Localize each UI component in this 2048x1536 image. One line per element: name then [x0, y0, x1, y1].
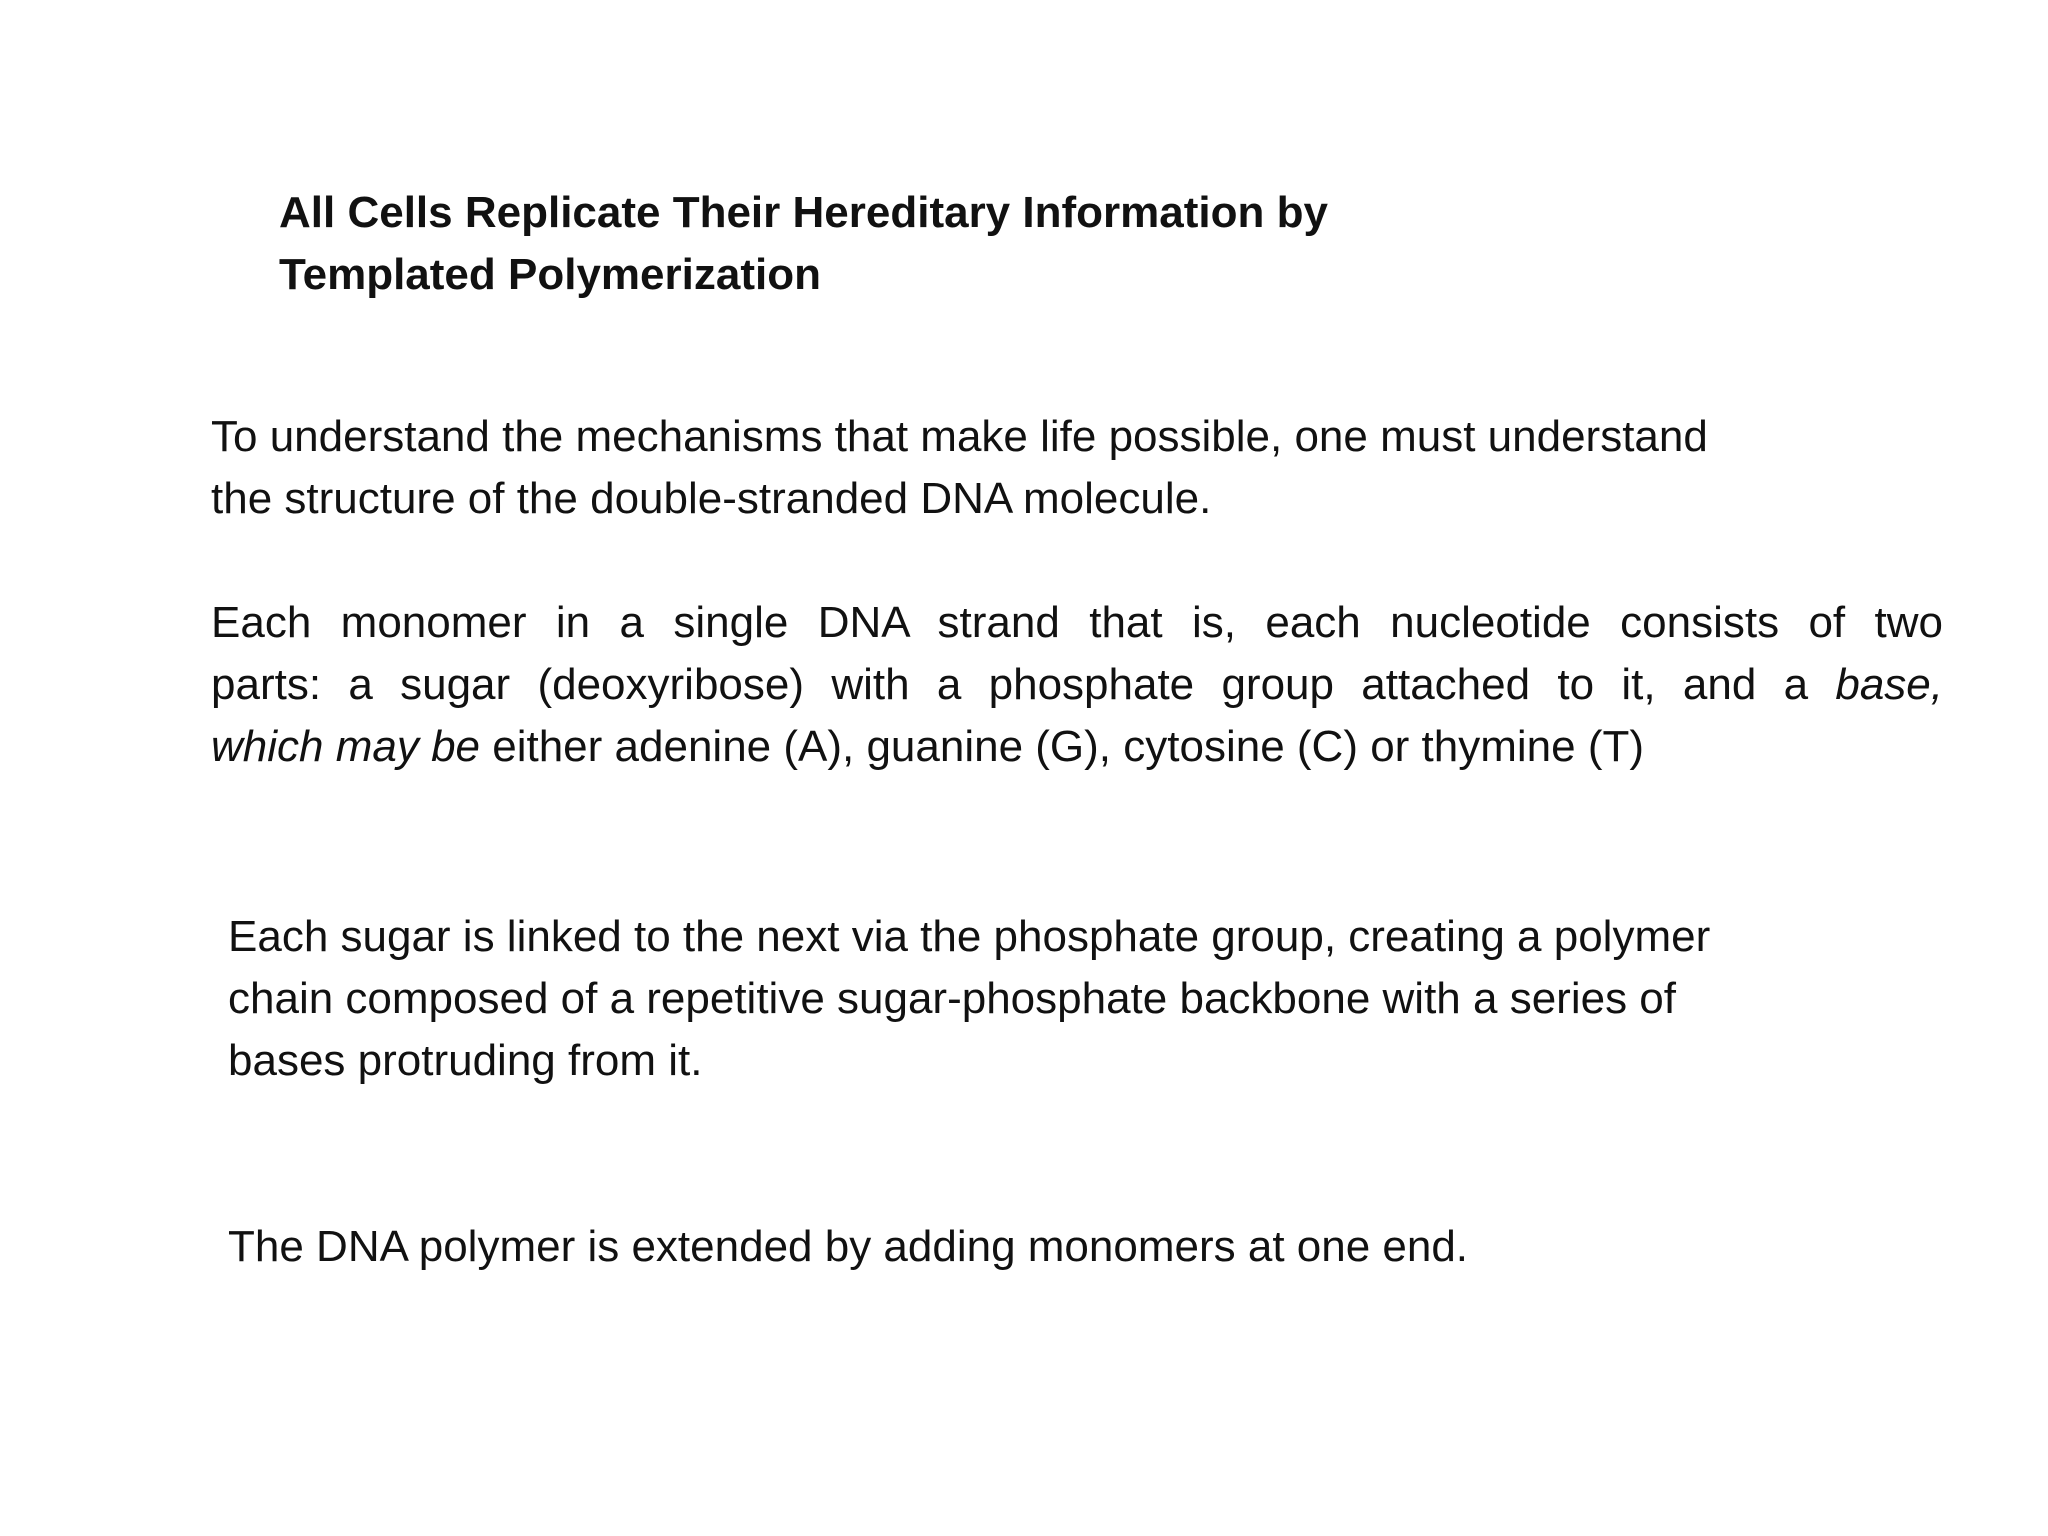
paragraph-backbone: [228, 906, 1948, 1092]
paragraph-line: Each monomer in a single DNA strand that is, each nucleotide consists of two: [211, 598, 1943, 647]
paragraph-line: [211, 654, 1943, 716]
paragraph-italic-text: which may be: [211, 722, 481, 771]
slide-title-line: All Cells Replicate Their Hereditary Information by: [279, 188, 1328, 237]
slide-title: [279, 182, 1479, 306]
paragraph-line: To understand the mechanisms that make life possible, one must understand: [211, 412, 1708, 461]
paragraph-line: The DNA polymer is extended by adding monomers at one end.: [228, 1222, 1469, 1271]
paragraph-text: either adenine (A), guanine (G), cytosine (C) or thymine (T): [480, 722, 1645, 771]
paragraph-line: [211, 716, 1943, 778]
paragraph-line: Each sugar is linked to the next via the phosphate group, creating a polymer: [228, 912, 1711, 961]
paragraph-text: parts: a sugar (deoxyribose) with a phosphate group attached to it, and a: [211, 660, 1836, 709]
paragraph-mechanisms: [211, 406, 1931, 530]
paragraph-line: the structure of the double-stranded DNA molecule.: [211, 474, 1212, 523]
slide-title-line: Templated Polymerization: [279, 250, 821, 299]
paragraph-line: chain composed of a repetitive sugar-phosphate backbone with a series of: [228, 974, 1676, 1023]
paragraph-line: bases protruding from it.: [228, 1036, 703, 1085]
paragraph-extension: [228, 1216, 1948, 1278]
paragraph-italic-text: base,: [1835, 660, 1943, 709]
paragraph-nucleotide: [211, 592, 1943, 778]
